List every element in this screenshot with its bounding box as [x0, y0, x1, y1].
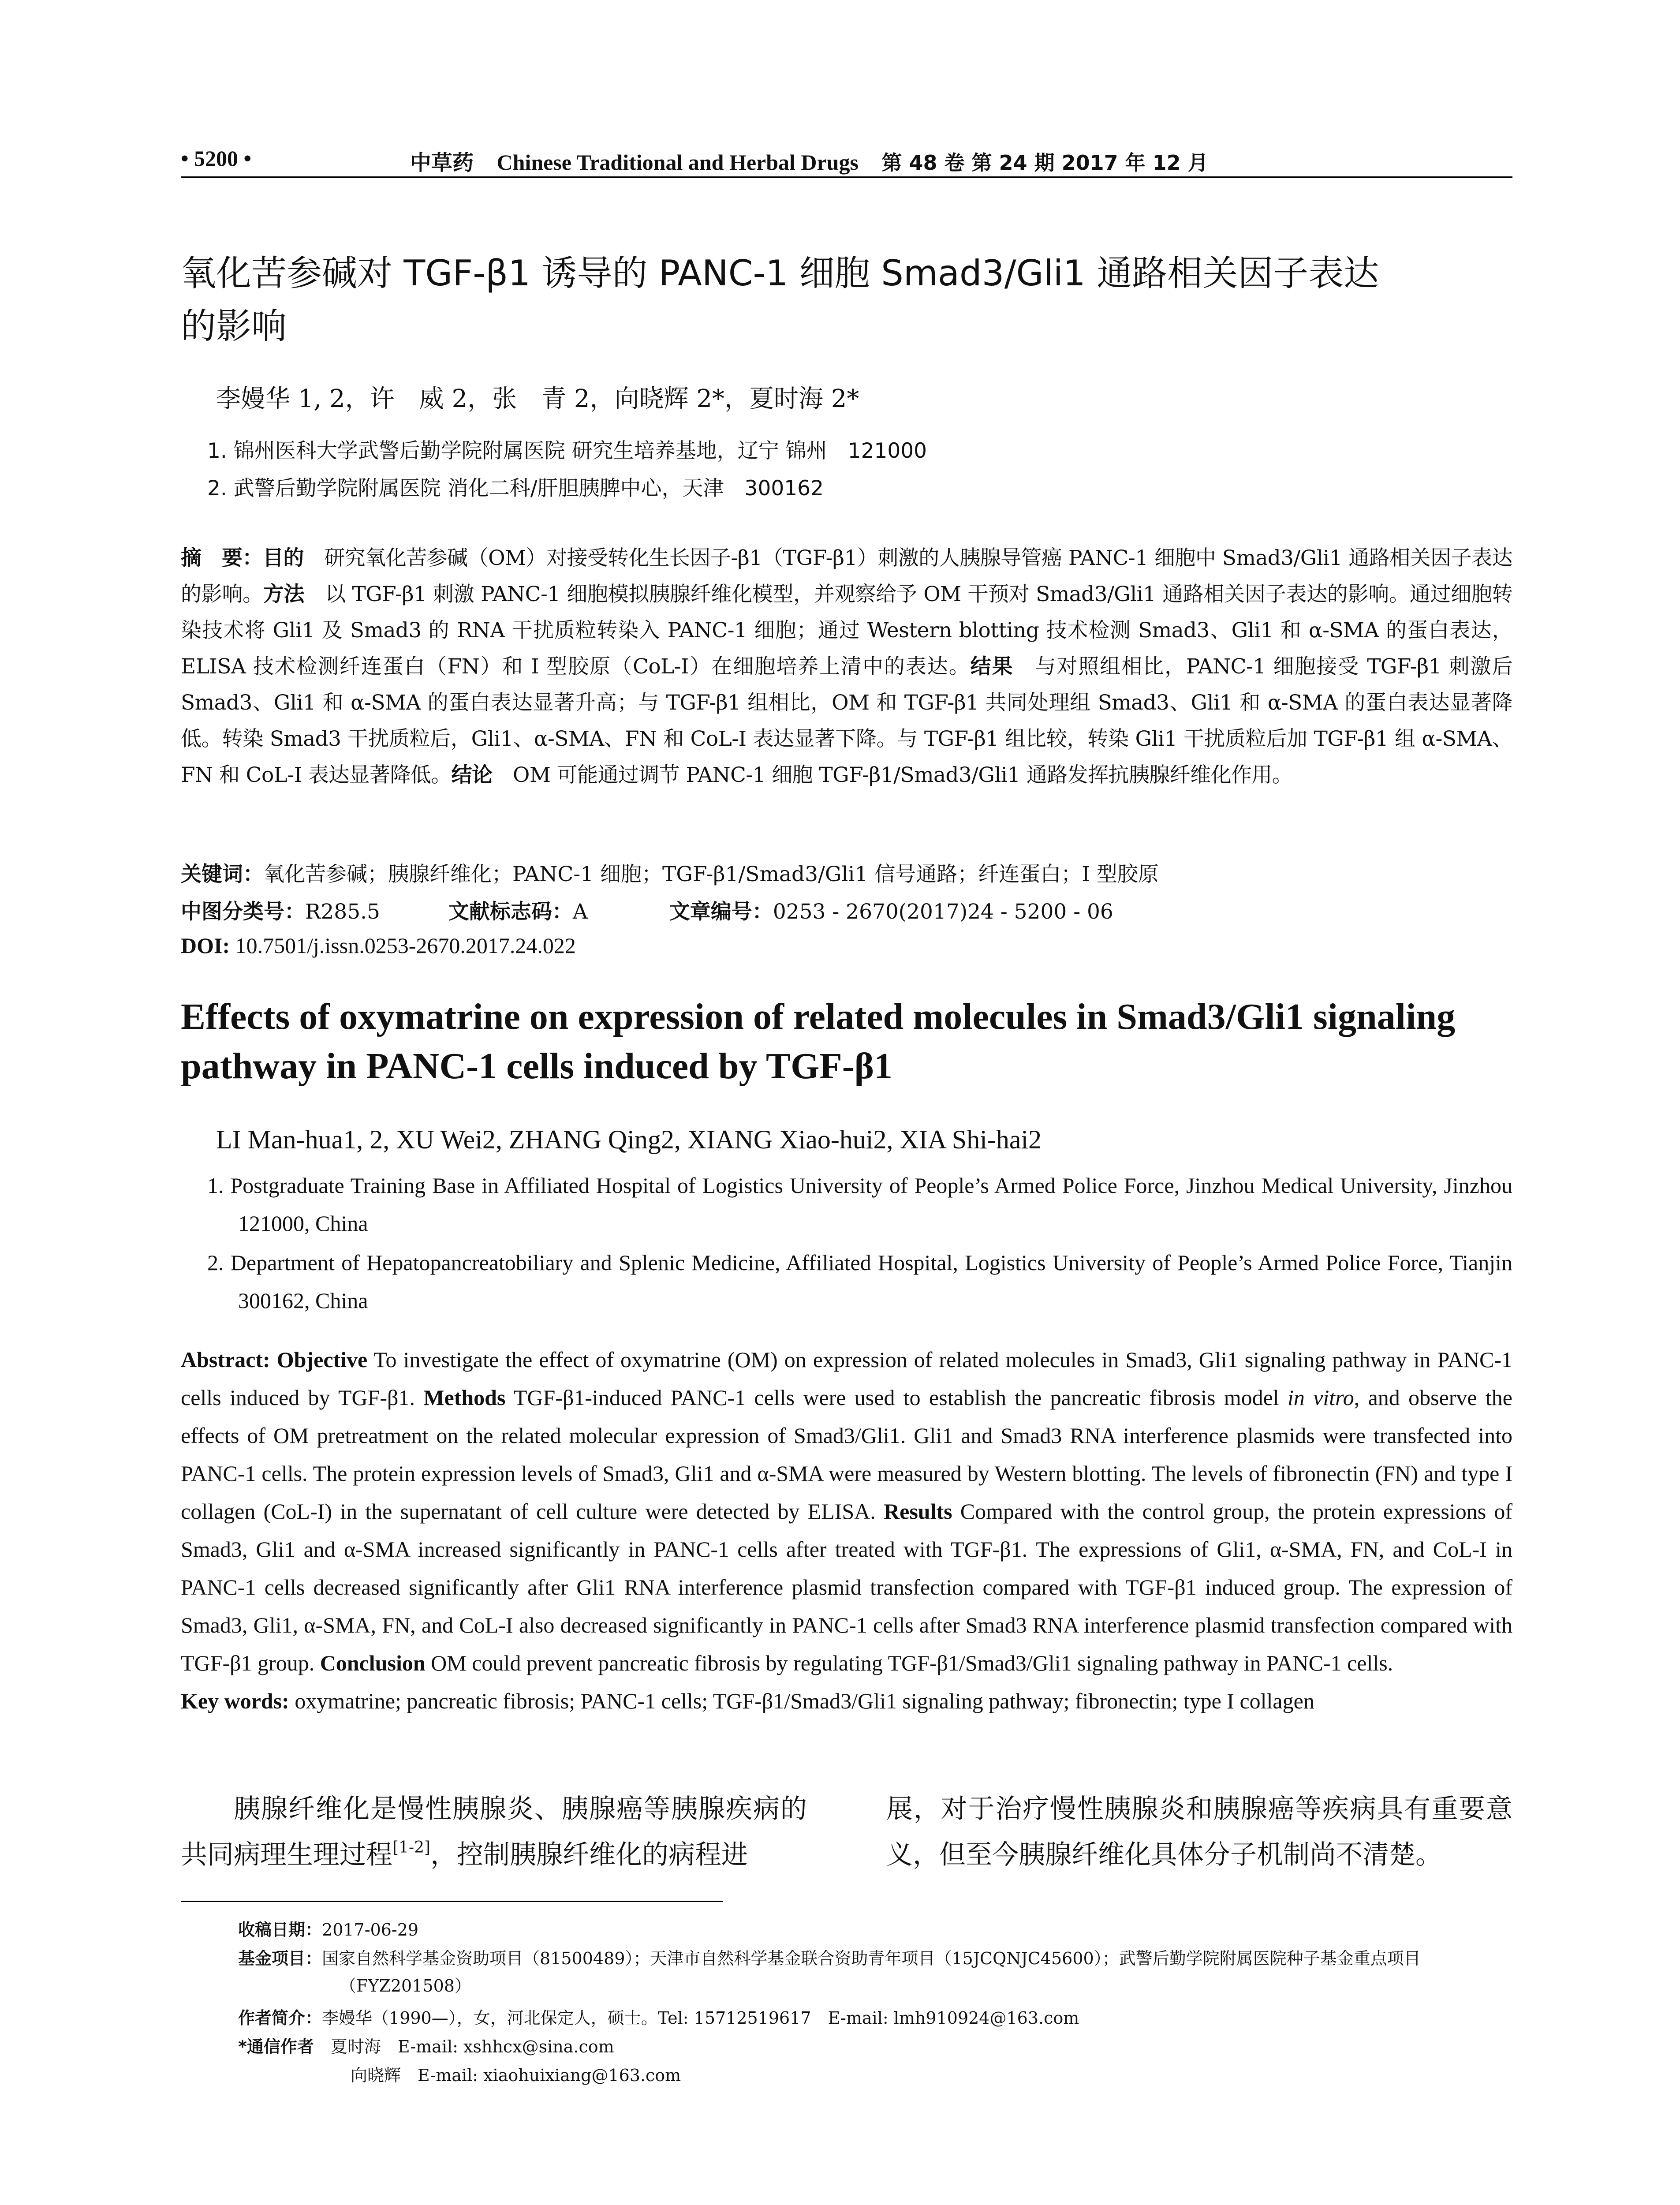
keywords-cn — [181, 858, 1159, 887]
clc-label: 中图分类号： — [181, 900, 305, 924]
bio-value: 李嫚华（1990—），女，河北保定人，硕士。Tel: 15712519617 E-mail: lmh910924@163.com — [322, 2008, 1079, 2028]
title-en — [181, 992, 1512, 1091]
received-value: 2017-06-29 — [322, 1920, 419, 1940]
footnote-corresponding-2: 向晓辉 E-mail: xiaohuixiang@163.com — [351, 2066, 681, 2085]
body-left-text-2: ，控制胰腺纤维化的病程进 — [430, 1839, 748, 1870]
authors-cn: 李嫚华 1, 2，许 威 2，张 青 2，向晓辉 2*，夏时海 2* — [216, 385, 859, 413]
footnote-funding — [238, 1945, 1508, 1999]
results-en-label: Results — [884, 1499, 952, 1524]
conclusion-en: OM could prevent pancreatic fibrosis by regulating TGF-β1/Smad3/Gli1 signaling pathway in PANC-1 cells. — [425, 1651, 1393, 1675]
article-id-label: 文章编号： — [669, 900, 773, 924]
methods-en-label: Methods — [423, 1385, 506, 1410]
body-left-column — [181, 1786, 807, 1878]
footnote-corresponding — [238, 2033, 1508, 2060]
objective-cn-label: 目的 — [262, 546, 304, 570]
authors-en: LI Man-hua1, 2, XU Wei2, ZHANG Qing2, XIANG Xiao-hui2, XIA Shi-hai2 — [216, 1125, 1042, 1154]
results-cn-label: 结果 — [970, 654, 1014, 679]
classification-cn — [181, 895, 1113, 925]
funding-value: 国家自然科学基金资助项目（81500489）；天津市自然科学基金联合资助青年项目（15JCQNJC45600）；武警后勤学院附属医院种子基金重点项目（FYZ201508） — [322, 1949, 1421, 1996]
journal-name-en: Chinese Traditional and Herbal Drugs — [497, 150, 859, 175]
keywords-en-label: Key words: — [181, 1689, 289, 1713]
methods-cn-label: 方法 — [263, 582, 305, 606]
page-number: • 5200 • — [181, 146, 252, 171]
title-en-line2: pathway in PANC-1 cells induced by TGF-β1 — [181, 1046, 892, 1087]
clc-value: R285.5 — [305, 900, 380, 924]
methods-en-2: , and observe the effects of OM pretreatment on the related molecular expression of Smad3/Gli1. Gli1 and Smad3 RNA interference plasmids were transfected into PANC-1 cells. The protein expression levels of Smad3, Gli1 and α-SMA were measured by Western blotting. The levels of fibronectin (FN) and type I collagen (CoL-I) in the supernatant of cell culture were detected by ELISA. — [181, 1385, 1512, 1524]
footnote-bio — [238, 2004, 1508, 2032]
abstract-cn-label: 摘 要： — [181, 546, 263, 570]
abstract-en — [181, 1341, 1512, 1720]
title-cn-line2: 的影响 — [181, 306, 287, 347]
journal-info — [410, 146, 1208, 176]
corr-author-1: 夏时海 E-mail: xshhcx@sina.com — [314, 2037, 614, 2056]
affiliation-en-1: 1. Postgraduate Training Base in Affiliated Hospital of Logistics University of People’s Armed Police Force, Jinzhou Medical University, Jinzhou 121000, China — [207, 1173, 1512, 1236]
abstract-cn — [181, 540, 1512, 793]
footnote-divider — [181, 1901, 723, 1902]
affiliation-cn-2: 2. 武警后勤学院附属医院 消化二科/肝胆胰脾中心，天津 300162 — [207, 476, 824, 501]
issue-info: 第 48 卷 第 24 期 2017 年 12 月 — [881, 151, 1208, 175]
abstract-en-label: Abstract: Objective — [181, 1347, 368, 1372]
keywords-cn-label: 关键词： — [181, 862, 264, 886]
methods-en-1: TGF-β1-induced PANC-1 cells were used to establish the pancreatic fibrosis model — [505, 1385, 1288, 1410]
doi-label: DOI: — [181, 933, 235, 958]
doc-code-label: 文献标志码： — [448, 900, 573, 924]
keywords-cn-value: 氧化苦参碱；胰腺纤维化；PANC-1 细胞；TGF-β1/Smad3/Gli1 信号通路；纤连蛋白；I 型胶原 — [264, 862, 1159, 886]
affiliation-en-2: 2. Department of Hepatopancreatobiliary and Splenic Medicine, Affiliated Hospital, Logistics University of People’s Armed Police Force, Tianjin 300162, China — [207, 1250, 1512, 1313]
body-left-text-1: 胰腺纤维化是慢性胰腺炎、胰腺癌等胰腺疾病的共同病理生理过程 — [181, 1794, 807, 1870]
methods-en-italic: in vitro — [1287, 1385, 1354, 1410]
body-right-column: 展，对于治疗慢性胰腺炎和胰腺癌等疾病具有重要意义，但至今胰腺纤维化具体分子机制尚不清楚。 — [886, 1794, 1512, 1870]
affiliation-cn-1: 1. 锦州医科大学武警后勤学院附属医院 研究生培养基地，辽宁 锦州 121000 — [207, 439, 927, 463]
conclusion-cn: OM 可能通过调节 PANC-1 细胞 TGF-β1/Smad3/Gli1 通路发挥抗胰腺纤维化作用。 — [492, 763, 1293, 787]
title-cn-line1: 氧化苦参碱对 TGF-β1 诱导的 PANC-1 细胞 Smad3/Gli1 通路相关因子表达 — [181, 253, 1379, 294]
conclusion-cn-label: 结论 — [451, 763, 493, 787]
footnote-received — [238, 1916, 1508, 1943]
title-en-line1: Effects of oxymatrine on expression of related molecules in Smad3/Gli1 signaling — [181, 996, 1456, 1037]
doi-value[interactable]: 10.7501/j.issn.0253-2670.2017.24.022 — [235, 933, 576, 958]
running-header — [181, 132, 1512, 178]
objective-en: To investigate the effect of oxymatrine (OM) on expression of related molecules in Smad3, Gli1 signaling pathway in PANC-1 cells induced by TGF-β1. — [181, 1347, 1512, 1410]
results-en: Compared with the control group, the protein expressions of Smad3, Gli1 and α-SMA increased significantly in PANC-1 cells after treated with TGF-β1. The expressions of Gli1, α-SMA, FN, and CoL-I in PANC-1 cells decreased significantly after Gli1 RNA interference plasmid transfection compared with TGF-β1 induced group. The expression of Smad3, Gli1, α-SMA, FN, and CoL-I also decreased significantly in PANC-1 cells after Smad3 RNA interference plasmid transfection compared with TGF-β1 group. — [181, 1499, 1513, 1675]
results-cn: 与对照组相比，PANC-1 细胞接受 TGF-β1 刺激后 Smad3、Gli1 和 α-SMA 的蛋白表达显著升高；与 TGF-β1 组相比，OM 和 TGF-β1 共同处理组 Smad3、Gli1 和 α-SMA 的蛋白表达显著降低。转染 Smad3 干扰质粒后，Gli1、α-SMA、FN 和 CoL-I 表达显著下降。与 TGF-β1 组比较，转染 Gli1 干扰质粒后加 TGF-β1 组 α-SMA、FN 和 CoL-I 表达显著降低。 — [181, 654, 1512, 787]
doi-line — [181, 933, 576, 958]
article-id-value: 0253 - 2670(2017)24 - 5200 - 06 — [773, 900, 1113, 924]
doc-code-value: A — [572, 900, 588, 924]
journal-name-cn: 中草药 — [410, 150, 474, 175]
corr-label: *通信作者 — [238, 2037, 314, 2056]
keywords-en-value: oxymatrine; pancreatic fibrosis; PANC-1 cells; TGF-β1/Smad3/Gli1 signaling pathway; fibronectin; type I collagen — [289, 1689, 1314, 1713]
objective-cn: 研究氧化苦参碱（OM）对接受转化生长因子-β1（TGF-β1）刺激的人胰腺导管癌 PANC-1 细胞中 Smad3/Gli1 通路相关因子表达的影响。 — [181, 546, 1512, 606]
bio-label: 作者简介： — [238, 2008, 322, 2028]
title-cn — [181, 247, 1512, 353]
received-label: 收稿日期： — [238, 1920, 322, 1940]
conclusion-en-label: Conclusion — [320, 1651, 426, 1675]
funding-label: 基金项目： — [238, 1949, 322, 1968]
methods-cn: 以 TGF-β1 刺激 PANC-1 细胞模拟胰腺纤维化模型，并观察给予 OM 干预对 Smad3/Gli1 通路相关因子表达的影响。通过细胞转染技术将 Gli1 及 Smad3 的 RNA 干扰质粒转染入 PANC-1 细胞；通过 Western blotting 技术检测 Smad3、Gli1 和 α-SMA 的蛋白表达，ELISA 技术检测纤连蛋白（FN）和 I 型胶原（CoL-I）在细胞培养上清中的表达。 — [181, 582, 1512, 679]
body-left-citation[interactable]: [1-2] — [392, 1838, 431, 1857]
